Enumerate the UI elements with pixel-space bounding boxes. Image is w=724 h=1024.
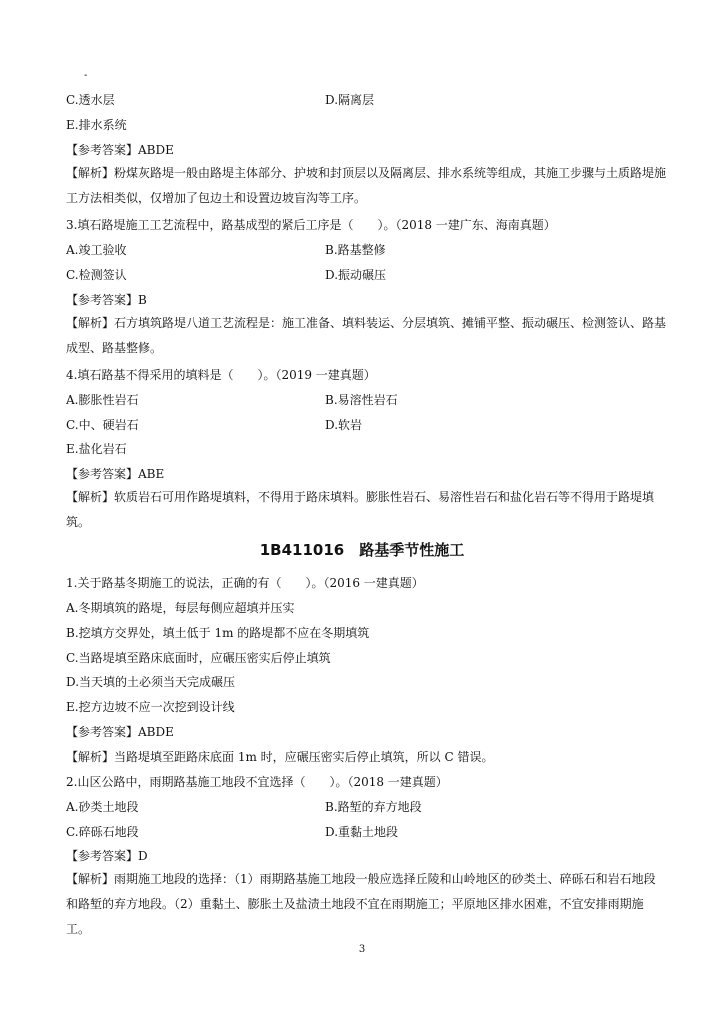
q3-option-c: C.检测签认: [66, 268, 127, 282]
s2-stem: 2.山区公路中，雨期路基施工地段不宜选择（ ）。（2018 一建真题）: [66, 775, 448, 789]
q2-options-cd: [66, 92, 666, 108]
q4-answer: 【参考答案】ABE: [66, 467, 165, 481]
q2-option-e: E.排水系统: [66, 118, 127, 132]
s1-analysis: 【解析】当路堤填至距路床底面 1m 时，应碾压密实后停止填筑，所以 C 错误。: [66, 750, 494, 764]
q4-option-d: D.软岩: [325, 418, 363, 432]
section-title: 1B411016 路基季节性施工: [259, 541, 465, 559]
page-number: 3: [358, 944, 366, 955]
q3-option-b: B.路基整修: [325, 243, 386, 257]
top-mark: -: [84, 70, 88, 81]
q3-option-a: A.竣工验收: [66, 243, 127, 257]
s2-analysis: 【解析】雨期施工地段的选择：（1）雨期路基施工地段一般应选择丘陵和山岭地区的砂类土、碎砾石和岩石地段和路堑的弃方地段。（2）重黏土、膨胀土及盐渍土地段不宜在雨期施工；平原地区排水困难，不宜安排雨期施工。: [66, 872, 656, 936]
s1-option-d: D.当天填的土必须当天完成碾压: [66, 675, 236, 689]
s1-option-b: B.挖填方交界处，填土低于 1m 的路堤都不应在冬期填筑: [66, 626, 370, 640]
s2-option-c: C.碎砾石地段: [66, 825, 139, 839]
s2-options-ab: [66, 799, 666, 815]
s2-option-a: A.砂类土地段: [66, 800, 139, 814]
q3-options-ab: [66, 242, 666, 258]
q4-options-cd: [66, 417, 666, 433]
q3-options-cd: [66, 267, 666, 283]
s2-options-cd: [66, 824, 666, 840]
s2-option-b: B.路堑的弃方地段: [325, 800, 422, 814]
q3-stem: 3.填石路堤施工工艺流程中，路基成型的紧后工序是（ ）。（2018 一建广东、海南真题）: [66, 218, 556, 232]
q4-option-c: C.中、硬岩石: [66, 418, 139, 432]
q2-analysis: 【解析】粉煤灰路堤一般由路堤主体部分、护坡和封顶层以及隔离层、排水系统等组成，其施工步骤与土质路堤施工方法相类似，仅增加了包边土和设置边坡盲沟等工序。: [66, 166, 667, 205]
q4-options-ab: [66, 392, 666, 408]
s1-option-c: C.当路堤填至路床底面时，应碾压密实后停止填筑: [66, 651, 331, 665]
q2-option-d: D.隔离层: [325, 93, 375, 107]
q2-option-c: C.透水层: [66, 93, 115, 107]
q4-stem: 4.填石路基不得采用的填料是（ ）。（2019 一建真题）: [66, 368, 376, 382]
q3-option-d: D.振动碾压: [325, 268, 387, 282]
s1-option-e: E.挖方边坡不应一次挖到设计线: [66, 700, 235, 714]
q4-option-e: E.盐化岩石: [66, 442, 127, 456]
s1-option-a: A.冬期填筑的路堤，每层每侧应超填并压实: [66, 601, 295, 615]
q2-answer: 【参考答案】ABDE: [66, 143, 174, 157]
q4-option-b: B.易溶性岩石: [325, 393, 398, 407]
q4-option-a: A.膨胀性岩石: [66, 393, 139, 407]
q4-analysis: 【解析】软质岩石可用作路堤填料，不得用于路床填料。膨胀性岩石、易溶性岩石和盐化岩石等不得用于路堤填筑。: [66, 490, 655, 529]
s1-stem: 1.关于路基冬期施工的说法，正确的有（ ）。（2016 一建真题）: [66, 576, 424, 590]
q3-analysis: 【解析】石方填筑路堤八道工艺流程是：施工准备、填料装运、分层填筑、摊铺平整、振动碾压、检测签认、路基成型、路基整修。: [66, 316, 667, 355]
s2-answer: 【参考答案】D: [66, 849, 148, 863]
s1-answer: 【参考答案】ABDE: [66, 725, 174, 739]
q3-answer: 【参考答案】B: [66, 293, 147, 307]
s2-option-d: D.重黏土地段: [325, 825, 399, 839]
